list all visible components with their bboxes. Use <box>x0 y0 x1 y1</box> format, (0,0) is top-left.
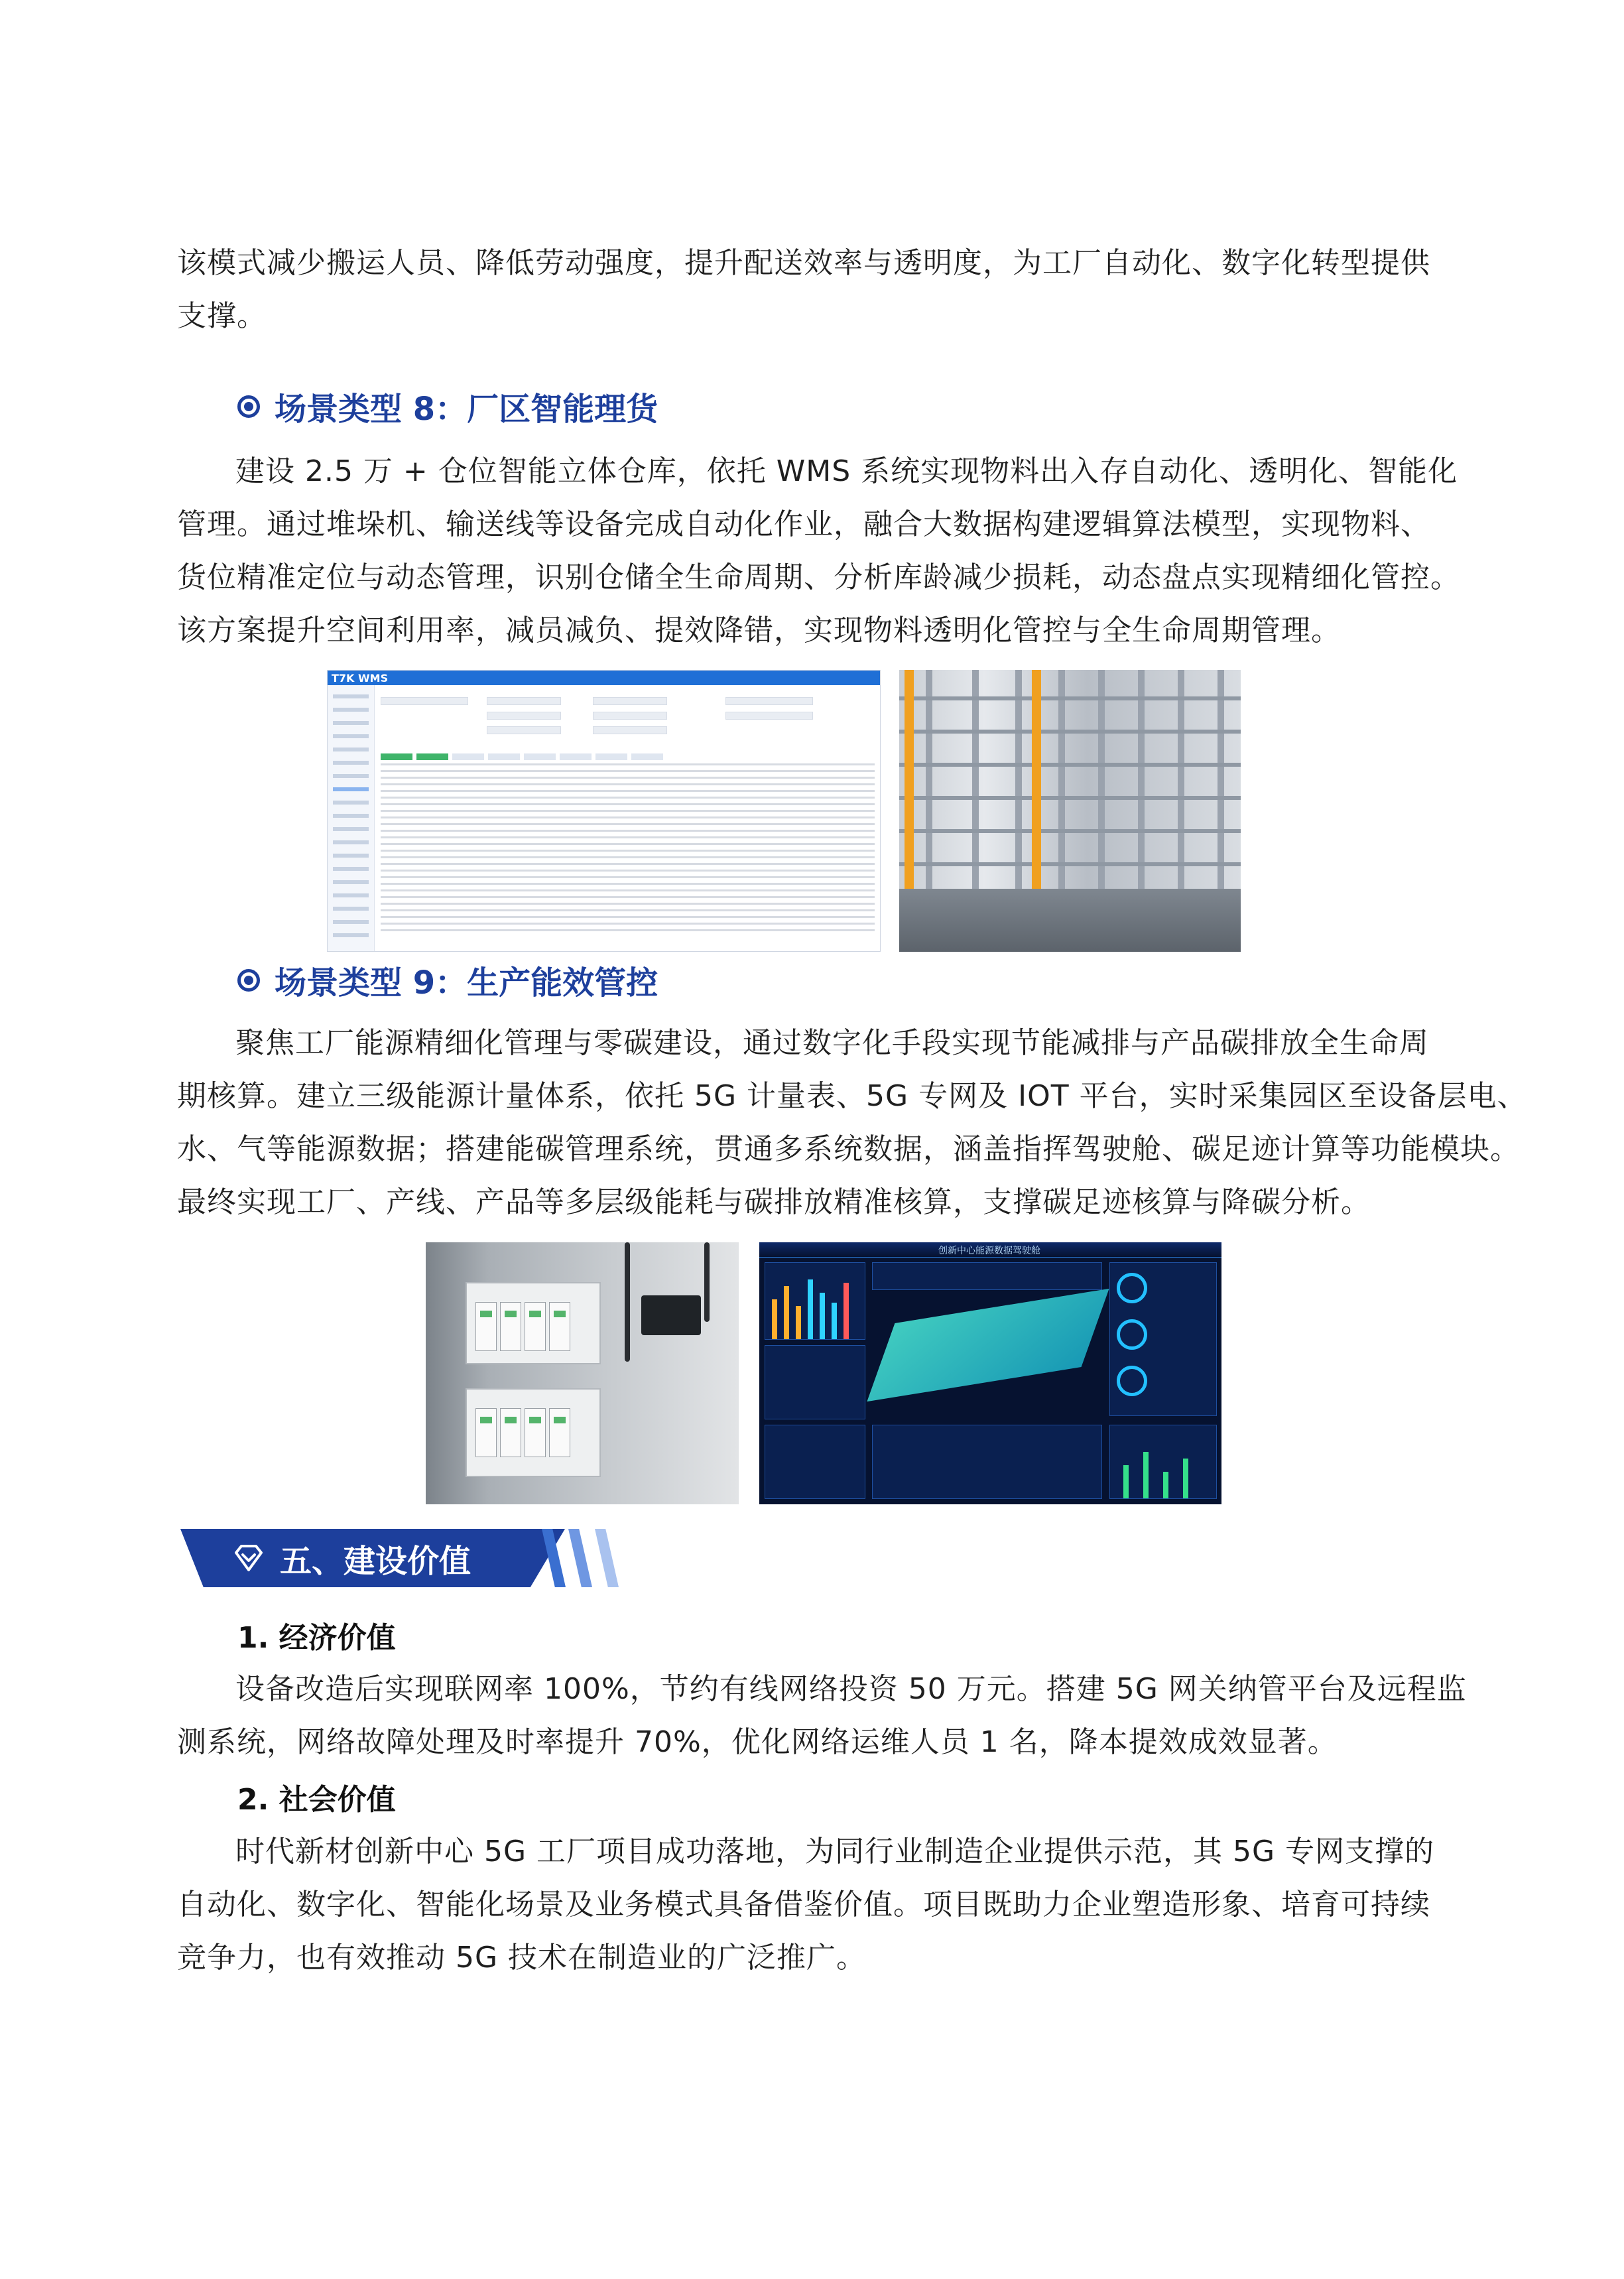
scenario-9-title: 场景类型 9：生产能效管控 <box>275 964 658 1002</box>
text-line: 测系统，网络故障处理及时率提升 70%，优化网络运维人员 1 名，降本提效成效显著。 <box>177 1725 1338 1759</box>
scenario-8-title: 场景类型 8：厂区智能理货 <box>275 391 658 428</box>
economic-value-paragraph <box>177 1663 1467 1769</box>
text-line: 该模式减少搬运人员、降低劳动强度，提升配送效率与透明度，为工厂自动化、数字化转型提供 <box>177 246 1430 280</box>
scenario-9-paragraph <box>177 1017 1527 1229</box>
text-line: 最终实现工厂、产线、产品等多层级能耗与碳排放精准核算，支撑碳足迹核算与降碳分析。 <box>177 1185 1371 1219</box>
text-line: 时代新材创新中心 5G 工厂项目成功落地，为同行业制造企业提供示范，其 5G 专网支撑的 <box>235 1835 1435 1868</box>
target-bullet-icon <box>237 395 260 418</box>
text-line: 水、气等能源数据；搭建能碳管理系统，贯通多系统数据，涵盖指挥驾驶舱、碳足迹计算等功能模块。 <box>177 1132 1520 1166</box>
economic-value-heading: 1. 经济价值 <box>237 1621 396 1655</box>
text-line: 聚焦工厂能源精细化管理与零碳建设，通过数字化手段实现节能减排与产品碳排放全生命周 <box>235 1026 1429 1060</box>
dashboard-title: 创新中心能源数据驾驶舱 <box>938 1246 1040 1256</box>
wms-topbar <box>328 671 880 685</box>
text-line: 建设 2.5 万 + 仓位智能立体仓库，依托 WMS 系统实现物料出入存自动化、透明化、智能化 <box>235 454 1458 488</box>
wms-sidebar <box>328 685 375 951</box>
wms-system-screenshot <box>327 670 881 952</box>
text-line: 竞争力，也有效推动 5G 技术在制造业的广泛推广。 <box>177 1941 867 1975</box>
scenario-8-paragraph <box>177 445 1460 657</box>
section-5-banner <box>180 1529 631 1587</box>
warehouse-rack-photo <box>899 670 1241 952</box>
text-line: 自动化、数字化、智能化场景及业务模式具备借鉴价值。项目既助力企业塑造形象、培育可持续 <box>177 1888 1430 1921</box>
diamond-icon <box>233 1543 264 1573</box>
section-5-title: 五、建设价值 <box>280 1543 471 1580</box>
wms-logo: T7K WMS <box>332 672 389 684</box>
energy-dashboard-screenshot <box>759 1242 1221 1504</box>
target-bullet-icon <box>237 969 260 992</box>
scenario-8-heading <box>237 383 658 429</box>
dashboard-header <box>759 1242 1221 1258</box>
text-line: 该方案提升空间利用率，减员减负、提效降错，实现物料透明化管控与全生命周期管理。 <box>177 614 1341 647</box>
energy-meter-cabinet-photo <box>426 1242 739 1504</box>
text-line: 管理。通过堆垛机、输送线等设备完成自动化作业，融合大数据构建逻辑算法模型，实现物料、 <box>177 507 1430 541</box>
text-line: 支撑。 <box>177 299 267 333</box>
intro-paragraph <box>177 237 1444 343</box>
scenario-9-heading <box>237 957 658 1003</box>
text-line: 设备改造后实现联网率 100%，节约有线网络投资 50 万元。搭建 5G 网关纳管平台及远程监 <box>235 1672 1467 1706</box>
wms-table <box>381 763 875 947</box>
text-line: 货位精准定位与动态管理，识别仓储全生命周期、分析库龄减少损耗，动态盘点实现精细化管控。 <box>177 560 1460 594</box>
wms-toolbar <box>381 750 875 758</box>
text-line: 期核算。建立三级能源计量体系，依托 5G 计量表、5G 专网及 IOT 平台，实时采集园区至设备层电、 <box>177 1079 1527 1113</box>
wms-filter-area <box>381 697 875 737</box>
social-value-heading: 2. 社会价值 <box>237 1783 396 1817</box>
social-value-paragraph <box>177 1825 1444 1985</box>
